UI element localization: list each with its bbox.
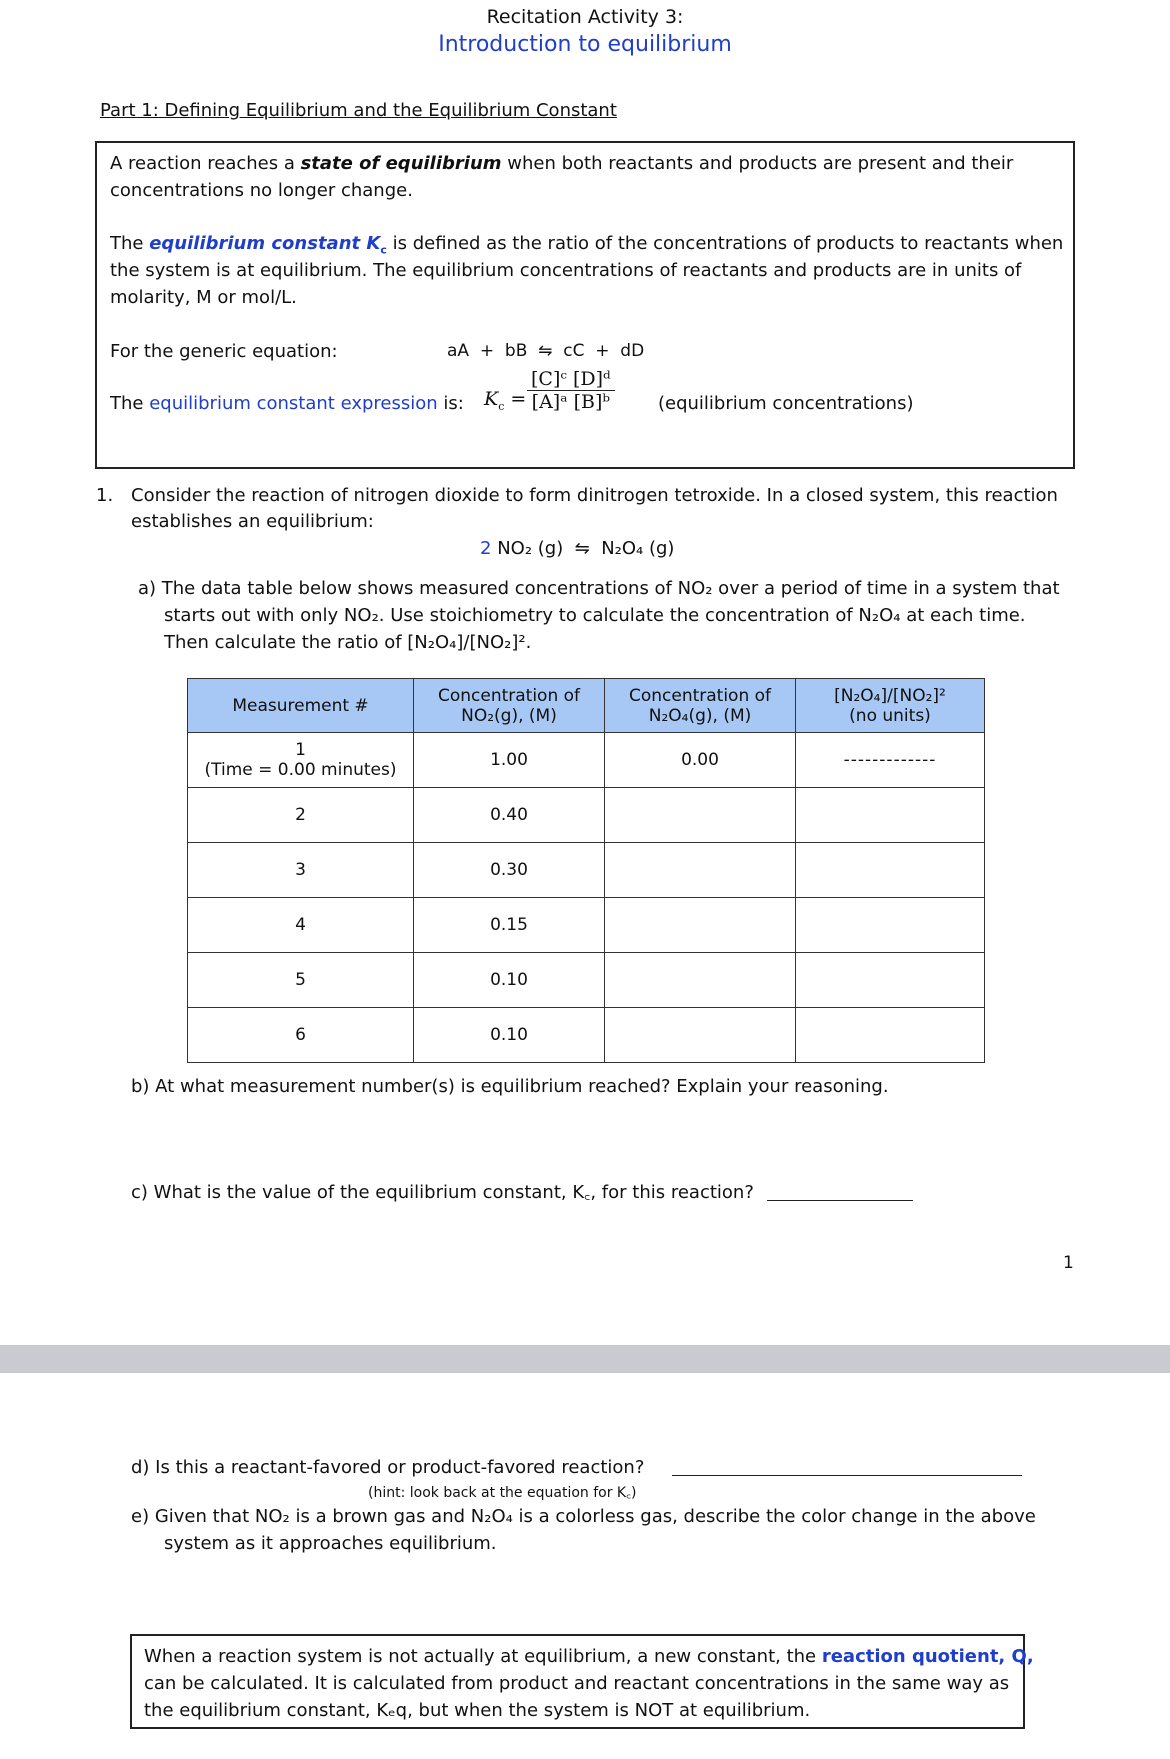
table-row xyxy=(188,788,985,843)
cell-no2: 0.10 xyxy=(414,953,605,1008)
table-header-row xyxy=(188,679,985,733)
cell-n2o4[interactable] xyxy=(605,843,796,898)
page-number: 1 xyxy=(1063,1253,1074,1273)
part-a-line1: a) The data table below shows measured concentrations of NO₂ over a period of time in a system that xyxy=(138,578,1060,599)
cell-measurement: 4 xyxy=(188,898,414,953)
para1-bold-term: state of equilibrium xyxy=(300,153,502,174)
cell-n2o4[interactable] xyxy=(605,953,796,1008)
header-ratio-line2: (no units) xyxy=(849,705,931,726)
header-ratio xyxy=(796,679,985,733)
reaction-coefficient: 2 xyxy=(480,538,492,559)
kc-denominator: [A]ᵃ [B]ᵇ xyxy=(531,391,610,413)
kc-letter: K xyxy=(484,388,499,410)
header-n2o4-line1: Concentration of xyxy=(628,685,772,706)
measurement-number: 1 xyxy=(295,740,306,760)
part-d-answer-blank[interactable] xyxy=(672,1475,1022,1476)
part-c-answer-blank[interactable] xyxy=(767,1200,913,1201)
header-no2 xyxy=(414,679,605,733)
cell-ratio[interactable] xyxy=(796,1008,985,1063)
para2-sub: c xyxy=(380,243,387,257)
cell-measurement: 2 xyxy=(188,788,414,843)
para2-line2: the system is at equilibrium. The equilibrium concentrations of reactants and products are in units of xyxy=(110,260,1022,281)
part-a-line3: Then calculate the ratio of [N₂O₄]/[NO₂]². xyxy=(164,632,532,653)
cell-n2o4[interactable] xyxy=(605,1008,796,1063)
cell-no2: 0.15 xyxy=(414,898,605,953)
header-no2-line2: NO₂(g), (M) xyxy=(461,705,557,726)
generic-equation: aA + bB ⇋ cC + dD xyxy=(447,341,645,361)
note-line3: the equilibrium constant, Kₑq, but when the system is NOT at equilibrium. xyxy=(144,1700,811,1721)
header-n2o4 xyxy=(605,679,796,733)
part-e-line1: e) Given that NO₂ is a brown gas and N₂O₄ is a colorless gas, describe the color change in the above xyxy=(131,1506,1036,1527)
q1-text-line2: establishes an equilibrium: xyxy=(131,511,374,532)
kc-sub: c xyxy=(498,399,505,413)
cell-n2o4[interactable] xyxy=(605,898,796,953)
cell-measurement xyxy=(188,733,414,788)
header-measurement-label: Measurement # xyxy=(232,695,369,716)
note-line1 xyxy=(144,1643,1034,1670)
q1-text-line1: Consider the reaction of nitrogen dioxide to form dinitrogen tetroxide. In a closed system, this reaction xyxy=(131,485,1058,506)
cell-measurement: 3 xyxy=(188,843,414,898)
data-table xyxy=(187,678,985,1063)
table-row xyxy=(188,733,985,788)
part-a-line2: starts out with only NO₂. Use stoichiometry to calculate the concentration of N₂O₄ at each time. xyxy=(164,605,1026,626)
part-d-hint: (hint: look back at the equation for K꜀) xyxy=(368,1485,637,1501)
kc-symbol: $K_c$ = xyxy=(484,388,527,413)
q1-number: 1. xyxy=(96,485,114,506)
header-ratio-line1: [N₂O₄]/[NO₂]² xyxy=(834,685,946,706)
part-c: c) What is the value of the equilibrium constant, K꜀, for this reaction? xyxy=(131,1182,754,1203)
measurement-time: (Time = 0.00 minutes) xyxy=(204,760,397,780)
cell-ratio[interactable] xyxy=(796,953,985,1008)
cell-n2o4[interactable] xyxy=(605,788,796,843)
cell-ratio: ------------- xyxy=(796,733,985,788)
cell-ratio[interactable] xyxy=(796,898,985,953)
cell-n2o4: 0.00 xyxy=(605,733,796,788)
cell-no2: 1.00 xyxy=(414,733,605,788)
header-n2o4-line2: N₂O₄(g), (M) xyxy=(648,705,752,726)
part-d: d) Is this a reactant-favored or product-favored reaction? xyxy=(131,1457,645,1478)
activity-title: Recitation Activity 3: xyxy=(486,6,684,28)
q1-reaction xyxy=(480,535,674,562)
table-row xyxy=(188,953,985,1008)
topic-title: Introduction to equilibrium xyxy=(438,32,732,57)
table-row xyxy=(188,1008,985,1063)
kc-fraction xyxy=(527,368,615,413)
para2-line3: molarity, M or mol/L. xyxy=(110,287,297,308)
para1-line1 xyxy=(110,150,1013,177)
cell-measurement: 5 xyxy=(188,953,414,1008)
cell-measurement: 6 xyxy=(188,1008,414,1063)
expr-label-term: equilibrium constant expression xyxy=(149,393,438,414)
cell-ratio[interactable] xyxy=(796,788,985,843)
expr-label-b: is: xyxy=(437,393,464,414)
part1-heading: Part 1: Defining Equilibrium and the Equilibrium Constant xyxy=(100,100,617,121)
cell-no2: 0.10 xyxy=(414,1008,605,1063)
cell-no2: 0.30 xyxy=(414,843,605,898)
kc-numerator: [C]ᶜ [D]ᵈ xyxy=(527,368,615,391)
expr-label-a: The xyxy=(110,393,150,414)
reaction-equation: NO₂ (g) ⇋ N₂O₄ (g) xyxy=(497,538,675,559)
para2-text-b: is defined as the ratio of the concentrations of products to reactants when xyxy=(386,233,1064,254)
expr-label xyxy=(110,390,464,417)
table-row xyxy=(188,843,985,898)
para1-text-b: when both reactants and products are present and their xyxy=(501,153,1014,174)
header-measurement xyxy=(188,679,414,733)
table-row xyxy=(188,898,985,953)
cell-no2: 0.40 xyxy=(414,788,605,843)
para1-text-a: A reaction reaches a xyxy=(110,153,301,174)
part-b: b) At what measurement number(s) is equilibrium reached? Explain your reasoning. xyxy=(131,1076,889,1097)
expr-note: (equilibrium concentrations) xyxy=(658,393,914,414)
header-no2-line1: Concentration of xyxy=(437,685,581,706)
para2-term: equilibrium constant K xyxy=(149,233,381,254)
para2-text-a: The xyxy=(110,233,150,254)
generic-label: For the generic equation: xyxy=(110,341,338,362)
note-line2: can be calculated. It is calculated from product and reactant concentrations in the same way as xyxy=(144,1673,1010,1694)
page-break-band xyxy=(0,1345,1170,1373)
para1-line2: concentrations no longer change. xyxy=(110,180,413,201)
note-term: reaction quotient, Q, xyxy=(821,1646,1034,1667)
part-e-line2: system as it approaches equilibrium. xyxy=(164,1533,497,1554)
note-text-a: When a reaction system is not actually at equilibrium, a new constant, the xyxy=(144,1646,822,1667)
cell-ratio[interactable] xyxy=(796,843,985,898)
